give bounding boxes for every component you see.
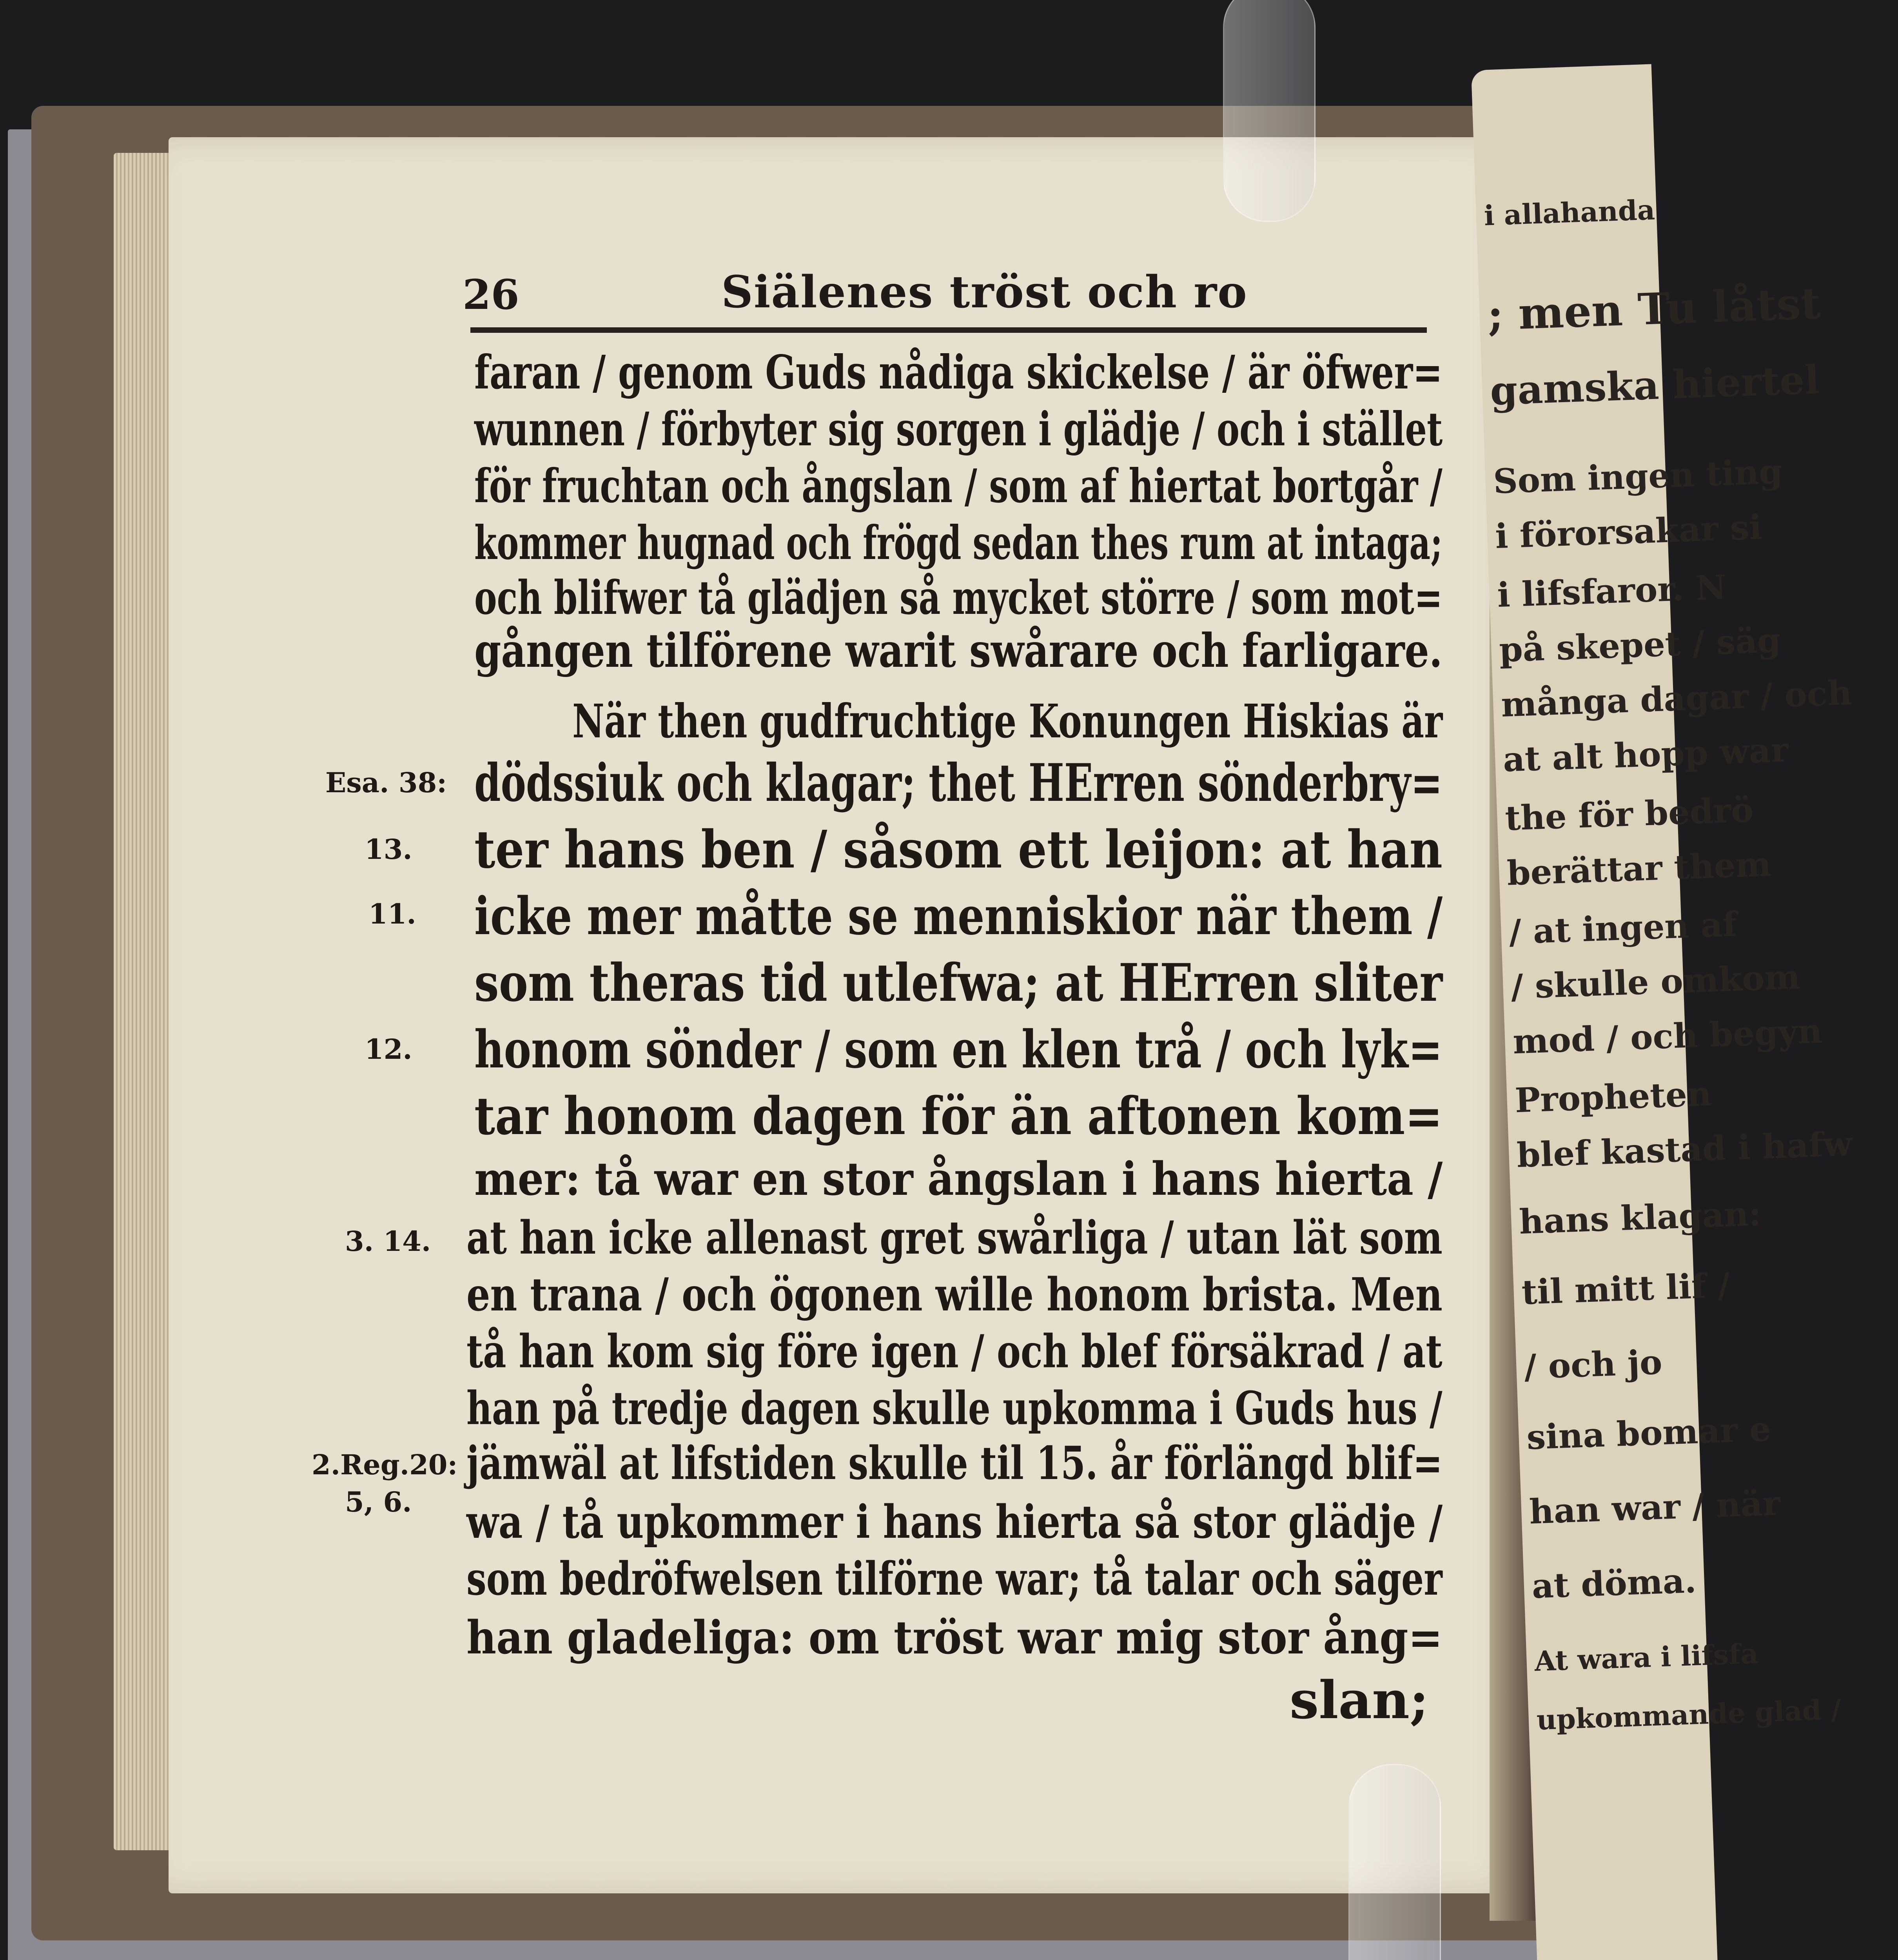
body-line: och blifwer tå glädjen så mycket större / som mot= (474, 570, 1443, 625)
facing-line: blef kastad i hafw (1516, 1124, 1853, 1176)
facing-line: at alt hopp war (1502, 730, 1789, 780)
facing-line: gamska hiertel (1489, 356, 1820, 414)
facing-line: i lifsfaror. N (1496, 567, 1727, 615)
margin-note: 2.Reg.20: (312, 1448, 458, 1481)
facing-line: Som ingen ting (1492, 452, 1783, 502)
page-edges (114, 153, 172, 1850)
body-line: dödssiuk och klagar; thet HErren sönderbry= (474, 753, 1443, 813)
facing-line: han war / när (1528, 1483, 1781, 1532)
body-line: faran / genom Guds nådiga skickelse / är öfwer= (474, 345, 1443, 399)
page-clip-bottom (1348, 1764, 1441, 1960)
head-rule (470, 327, 1427, 333)
margin-note: 5, 6. (345, 1486, 412, 1518)
body-line: tå han kom sig före igen / och blef försäkrad / at (466, 1325, 1443, 1378)
facing-line: i förorsakar si (1494, 507, 1763, 557)
body-line: som theras tid utlefwa; at HErren sliter (474, 953, 1443, 1013)
body-line: När then gudfruchtige Konungen Hiskias är (572, 694, 1443, 748)
facing-line: upkommande glad / (1536, 1693, 1842, 1737)
running-head (463, 267, 1462, 321)
facing-line: til mitt lif / (1521, 1265, 1731, 1312)
body-line: tar honom dagen för än aftonen kom= (474, 1086, 1443, 1147)
margin-note: Esa. 38: (325, 766, 447, 799)
body-line: han på tredje dagen skulle upkomma i Guds hus / (466, 1382, 1443, 1435)
margin-note: 13. (365, 833, 412, 866)
body-line: wunnen / förbyter sig sorgen i glädje / och i stället (474, 402, 1443, 456)
body-line: han gladeliga: om tröst war mig stor ång= (466, 1611, 1443, 1664)
body-line: en trana / och ögonen wille honom brista. Men (466, 1268, 1443, 1321)
body-line: ter hans ben / såsom ett leijon: at han (474, 819, 1443, 880)
page-clip-top (1223, 0, 1316, 222)
body-line: mer: tå war en stor ångslan i hans hierta / (474, 1152, 1443, 1206)
body-line: jämwäl at lifstiden skulle til 15. år förlängd blif= (466, 1437, 1443, 1490)
facing-line: the för bedrö (1504, 790, 1755, 838)
body-line: som bedröfwelsen tilförne war; tå talar och säger (466, 1552, 1443, 1606)
page-number: 26 (463, 270, 519, 319)
facing-line: på skepet / säg (1498, 620, 1782, 670)
margin-note: 12. (365, 1033, 412, 1065)
facing-line: At wara i lifsfa (1534, 1637, 1759, 1678)
body-line: wa / tå upkommer i hans hierta så stor glädje / (466, 1495, 1443, 1549)
facing-line: hans klagan: (1518, 1194, 1762, 1242)
facing-line: ; men Tu låtst (1486, 278, 1822, 340)
facing-line: berättar them (1506, 844, 1772, 893)
margin-note: 11. (368, 898, 416, 930)
body-line: för fruchtan och ångslan / som af hiertat bortgår / (474, 459, 1443, 513)
facing-line: / at ingen af (1508, 904, 1738, 952)
facing-line: mod / och begyn (1512, 1011, 1823, 1062)
facing-line: / skulle omkom (1510, 957, 1801, 1007)
facing-line: många dagar / och (1500, 673, 1853, 725)
facing-line: sina bomar e (1526, 1409, 1772, 1457)
running-title: Siälenes tröst och ro (721, 267, 1248, 318)
body-line: slan; (1290, 1670, 1429, 1731)
body-line: kommer hugnad och frögd sedan thes rum at intaga; (474, 515, 1443, 570)
facing-line: / och jo (1523, 1342, 1663, 1387)
facing-line: i allahanda (1483, 193, 1656, 232)
facing-line: at döma. (1531, 1561, 1697, 1606)
body-line: at han icke allenast gret swårliga / utan lät som (466, 1211, 1443, 1265)
margin-note: 3. 14. (345, 1225, 431, 1258)
body-line: icke mer måtte se menniskior när them / (474, 886, 1443, 947)
facing-line: Propheten (1514, 1074, 1712, 1121)
body-line: gången tilförene warit swårare och farligare. (474, 623, 1443, 678)
body-line: honom sönder / som en klen trå / och lyk= (474, 1019, 1443, 1080)
